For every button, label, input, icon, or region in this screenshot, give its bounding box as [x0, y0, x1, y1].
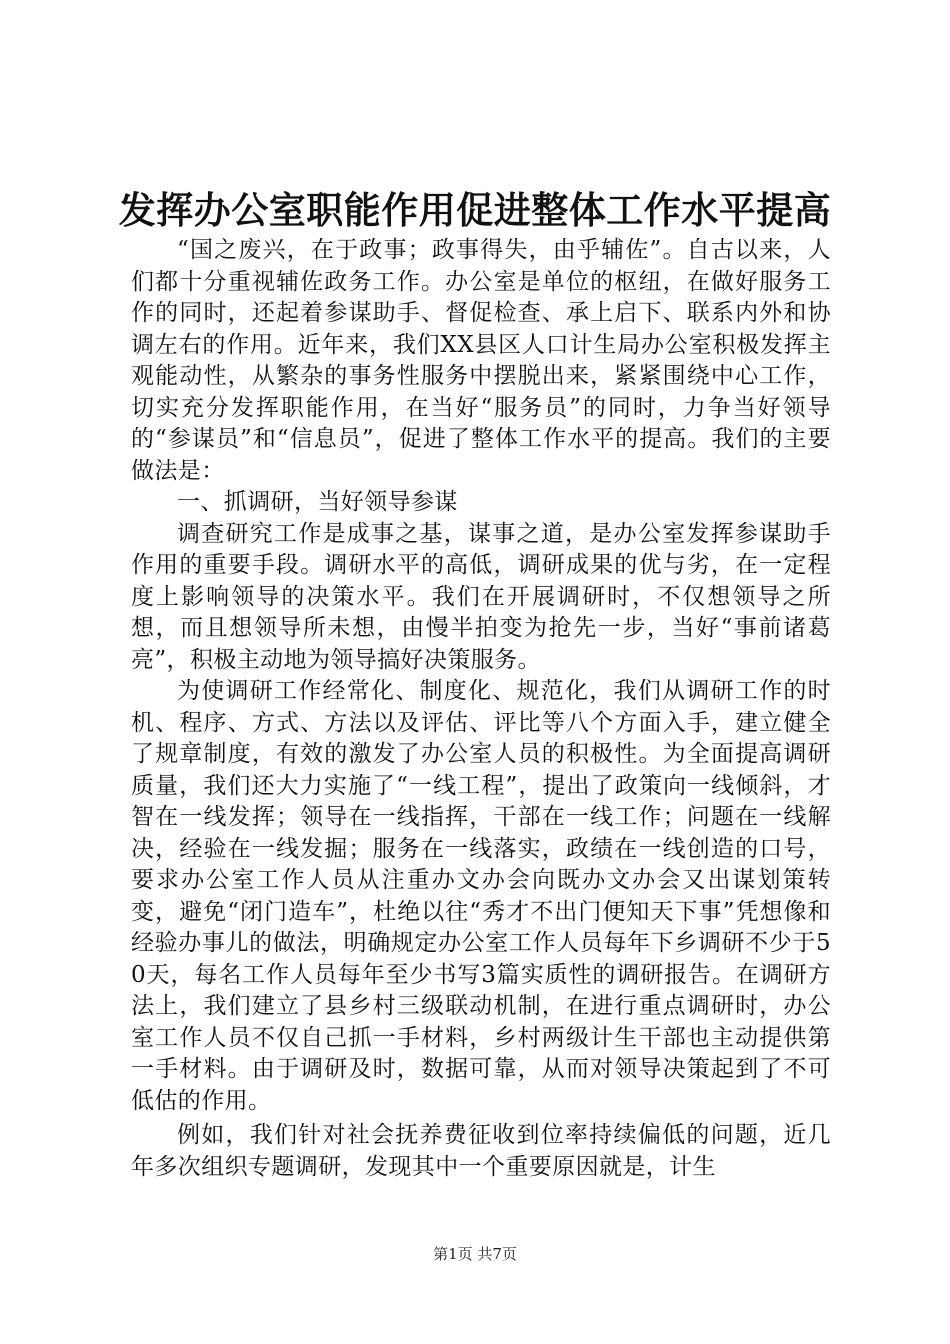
body-paragraph: 例如，我们针对社会抚养费征收到位率持续偏低的问题，近几年多次组织专题调研，发现其中一个重要原因就是，计生: [131, 1122, 831, 1180]
document-title: 发挥办公室职能作用促进整体工作水平提高: [118, 188, 832, 232]
document-body: [131, 235, 831, 1183]
body-paragraph: 调查研究工作是成事之基，谋事之道，是办公室发挥参谋助手作用的重要手段。调研水平的高低，调研成果的优与劣，在一定程度上影响领导的决策水平。我们在开展调研时，不仅想领导之所想，而且想领导所未想，由慢半拍变为抢先一步，当好“事前诸葛亮”，积极主动地为领导搞好决策服务。: [131, 520, 831, 673]
section-heading: 一、抓调研，当好领导参谋: [177, 489, 458, 515]
intro-paragraph: “国之废兴，在于政事；政事得失，由乎辅佐”。自古以来，人们都十分重视辅佐政务工作。办公室是单位的枢纽，在做好服务工作的同时，还起着参谋助手、督促检查、承上启下、联系内外和协调左右的作用。近年来，我们XX县区人口计生局办公室积极发挥主观能动性，从繁杂的事务性服务中摆脱出来，紧紧围绕中心工作，切实充分发挥职能作用，在当好“服务员”的同时，力争当好领导的“参谋员”和“信息员”，促进了整体工作水平的提高。我们的主要做法是：: [131, 237, 831, 484]
body-paragraph: 为使调研工作经常化、制度化、规范化，我们从调研工作的时机、程序、方式、方法以及评估、评比等八个方面入手，建立健全了规章制度，有效的激发了办公室人员的积极性。为全面提高调研质量，我们还大力实施了“一线工程”，提出了政策向一线倾斜，才智在一线发挥；领导在一线指挥，干部在一线工作；问题在一线解决，经验在一线发掘；服务在一线落实，政绩在一线创造的口号，要求办公室工作人员从注重办文办会向既办文办会又出谋划策转变，避免“闭门造车”，杜绝以往“秀才不出门便知天下事”凭想像和经验办事儿的做法，明确规定办公室工作人员每年下乡调研不少于50天，每名工作人员每年至少书写3篇实质性的调研报告。在调研方法上，我们建立了县乡村三级联动机制，在进行重点调研时，办公室工作人员不仅自己抓一手材料，乡村两级计生干部也主动提供第一手材料。由于调研及时，数据可靠，从而对领导决策起到了不可低估的作用。: [131, 678, 831, 1114]
page-footer: 第1页 共7页: [433, 1245, 517, 1263]
